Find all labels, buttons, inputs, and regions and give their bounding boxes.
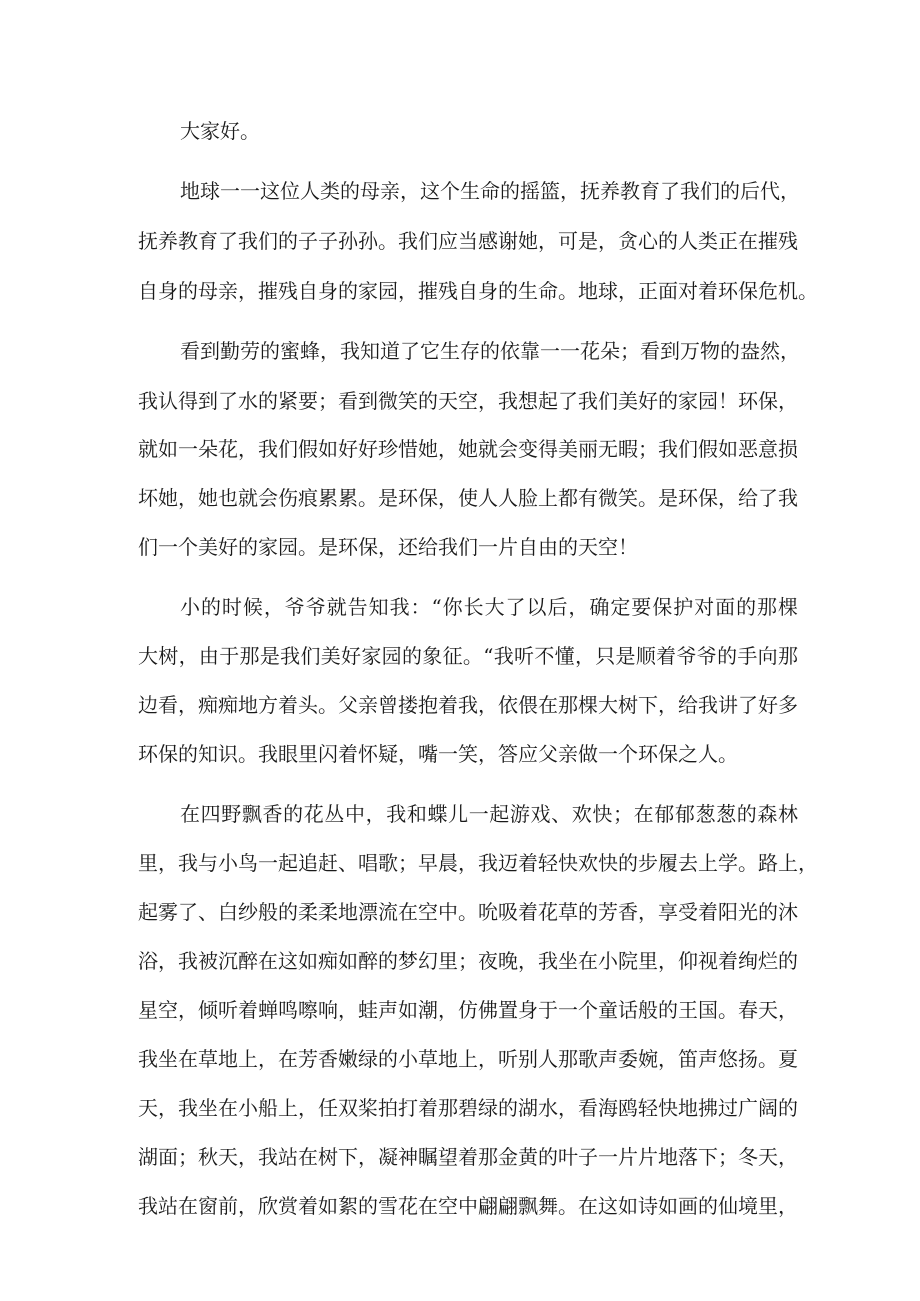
paragraph-line: 在四野飘香的花丛中，我和蝶儿一起游戏、欢快；在郁郁葱葱的森林 xyxy=(180,802,798,826)
paragraph-line: 天，我坐在小船上，任双桨拍打着那碧绿的湖水，看海鸥轻快地拂过广阔的 xyxy=(138,1096,798,1120)
paragraph-line: 地球一一这位人类的母亲，这个生命的摇篮，抚养教育了我们的后代， xyxy=(180,179,800,203)
paragraph-line: 星空，倾听着蝉鸣嚓响，蛙声如潮，仿佛置身于一个童话般的王国。春天， xyxy=(138,998,798,1022)
paragraph-line: 大家好。 xyxy=(180,119,260,143)
paragraph-line: 边看，痴痴地方着头。父亲曾搂抱着我，依偎在那棵大树下，给我讲了好多 xyxy=(138,693,798,717)
paragraph-line: 起雾了、白纱般的柔柔地漂流在空中。吮吸着花草的芳香，享受着阳光的沐 xyxy=(138,900,798,924)
paragraph-line: 小的时候，爷爷就告知我：“你长大了以后，确定要保护对面的那棵 xyxy=(180,595,798,619)
paragraph-line: 看到勤劳的蜜蜂，我知道了它生存的依靠一一花朵；看到万物的盎然， xyxy=(180,339,800,363)
paragraph-line: 抚养教育了我们的子子孙孙。我们应当感谢她，可是，贪心的人类正在摧残 xyxy=(138,229,798,253)
paragraph-line: 湖面；秋天，我站在树下，凝神瞩望着那金黄的叶子一片片地落下；冬天， xyxy=(138,1145,798,1169)
paragraph-line: 坏她，她也就会伤痕累累。是环保，使人人脸上都有微笑。是环保，给了我 xyxy=(138,486,798,510)
paragraph-line: 环保的知识。我眼里闪着怀疑，嘴一笑，答应父亲做一个环保之人。 xyxy=(138,742,738,766)
paragraph-line: 里，我与小鸟一起追赶、唱歌；早晨，我迈着轻快欢快的步履去上学。路上， xyxy=(138,851,818,875)
paragraph-line: 我认得到了水的紧要；看到微笑的天空，我想起了我们美好的家园！环保， xyxy=(138,389,798,413)
paragraph-line: 自身的母亲，摧残自身的家园，摧残自身的生命。地球，正面对着环保危机。 xyxy=(138,279,818,303)
paragraph-line: 们一个美好的家园。是环保，还给我们一片自由的天空！ xyxy=(138,535,638,559)
paragraph-line: 大树，由于那是我们美好家园的象征。“我听不懂，只是顺着爷爷的手向那 xyxy=(138,644,798,668)
paragraph-line: 我坐在草地上，在芳香嫩绿的小草地上，听别人那歌声委婉，笛声悠扬。夏 xyxy=(138,1047,798,1071)
paragraph-line: 浴，我被沉醉在这如痴如醉的梦幻里；夜晚，我坐在小院里，仰视着绚烂的 xyxy=(138,949,798,973)
paragraph-line: 就如一朵花，我们假如好好珍惜她，她就会变得美丽无暇；我们假如恶意损 xyxy=(138,437,798,461)
paragraph-line: 我站在窗前，欣赏着如絮的雪花在空中翩翩飘舞。在这如诗如画的仙境里， xyxy=(138,1194,798,1218)
